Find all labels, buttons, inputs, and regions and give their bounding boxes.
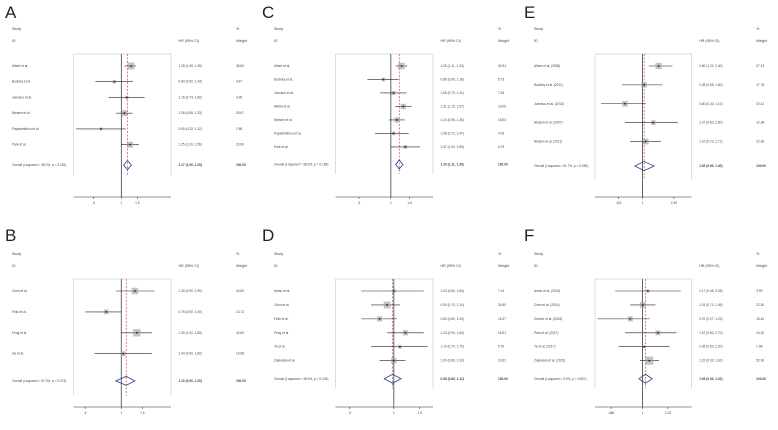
study-label: Joensuu et al. [274,90,294,95]
point-estimate [113,81,115,83]
overall-hr-ci: 1.09 (0.90, 1.33) [699,376,723,381]
overall-weight: 100.00 [498,376,508,381]
study-hr-ci: 1.30 (0.90, 1.90) [178,289,202,293]
x-axis-tick-label: .401 [615,201,622,205]
forest-plot-c-svg [268,20,518,215]
point-estimate [393,290,395,292]
study-label: Aresu et al. [274,289,291,293]
point-estimate [642,304,644,306]
point-estimate [643,84,645,86]
header-id: ID [12,264,16,268]
overall-hr-ci: 1.17 (1.06, 1.29) [178,163,202,168]
study-weight: 19.62 [498,358,506,363]
study-hr-ci: 1.05 (0.55, 1.80) [699,82,723,87]
x-axis-tick-label: 1 [641,201,644,205]
overall-hr-ci: 1.05 (0.80, 1.40) [699,164,723,169]
study-hr-ci: 1.08 (0.88, 1.33) [178,111,202,116]
study-label: Albert et al. (2008) [534,64,561,68]
point-estimate [404,146,406,148]
point-estimate [405,332,407,334]
header-study: Study [274,27,284,31]
study-weight: 16.37 [498,316,506,321]
study-hr-ci: 1.00 (0.60, 1.60) [440,289,464,293]
overall-weight: 100.00 [756,376,766,381]
header-study: Study [12,27,22,31]
study-hr-ci: 1.57 (0.60, 2.70) [699,330,723,335]
point-estimate [402,106,404,108]
study-label: Feng et al. [274,330,290,335]
point-estimate [643,346,645,348]
study-hr-ci: 1.00 (0.80, 1.20) [440,358,464,363]
study-hr-ci: 0.70 (0.27, 1.23) [699,316,723,321]
overall-hr-ci: 0.98 (0.86, 1.12) [440,376,464,381]
point-estimate [399,346,401,348]
study-weight: 35.60 [236,64,244,68]
header-percent: % [756,27,760,31]
study-label: Joensuu et al. (2013) [534,101,564,106]
panel-label-d: D [262,226,275,245]
study-weight: 30.60 [236,289,244,293]
header-percent: % [498,27,502,31]
study-weight: 6.79 [498,144,505,149]
x-axis-tick-label: 1 [389,201,392,205]
study-label: Zalewska et al. [274,358,296,363]
study-label: Park et al. [12,142,27,147]
study-weight: 25.67 [236,111,244,116]
study-label: Ye et al. (2017) [534,344,556,349]
study-weight: 1.98 [756,344,763,349]
study-weight: 20.41 [756,101,765,106]
study-label: Chen et al. (2016) [534,302,560,307]
panel-label-f: F [524,226,535,245]
study-hr-ci: 1.60 (1.20, 2.40) [699,64,723,68]
forest-plot-b-svg [6,245,256,425]
point-estimate [379,318,381,320]
study-weight: 5.73 [498,77,505,82]
study-label: Nielsen et al. [274,117,293,122]
study-weight: 4.95 [236,95,243,100]
study-weight: 12.38 [756,120,765,125]
study-weight: 13.72 [236,309,244,314]
study-hr-ci: 0.75 (0.50, 1.00) [178,309,202,314]
x-axis-tick-label: 2.49 [670,201,678,205]
forest-plot-e-svg [528,20,776,215]
study-hr-ci: 0.85 (0.60, 1.18) [440,77,464,82]
study-weight: 23.90 [236,142,244,147]
point-estimate [657,332,659,334]
point-estimate [629,318,631,320]
x-axis-tick-label: 1 [641,411,644,415]
study-label: Chen et al. [274,302,290,307]
header-weight: Weight [236,264,248,268]
study-hr-ci: 0.84 (0.52, 1.34) [178,79,202,84]
x-axis-tick-label: 1 [392,411,395,415]
point-estimate [652,122,654,124]
study-label: Nielsen et al. (2011) [534,139,563,144]
study-label: Albert et al. [274,64,291,68]
header-study: Study [12,252,22,256]
study-hr-ci: 1.01 (0.70, 1.46) [699,302,723,307]
header-id: ID [274,39,278,43]
study-label: Nielsen et al. (2007) [534,120,563,125]
header-id: ID [12,39,16,43]
study-hr-ci: 1.26 (1.11, 1.43) [440,64,464,68]
forest-plot-a-svg [6,20,256,215]
study-hr-ci: 1.10 (0.70, 1.70) [440,344,464,349]
point-estimate [122,353,124,355]
study-weight: 16.51 [498,330,506,335]
forest-plot-f-svg [528,245,776,425]
study-weight: 4.67 [236,79,243,84]
point-estimate [647,290,649,292]
study-weight: 27.13 [756,64,765,68]
study-label: Albert et al. [12,64,29,68]
overall-weight: 100.00 [498,162,508,167]
overall-hr-ci: 1.20 (1.11, 1.30) [440,162,464,167]
point-estimate [105,311,107,313]
study-hr-ci: 1.04 (0.60, 1.80) [178,351,202,356]
study-hr-ci: 1.37 (1.00, 1.89) [440,144,464,149]
study-label: Papadimitriou et al. [12,126,40,131]
study-weight: 2.58 [236,126,243,131]
x-axis-tick-label: 1.5 [135,201,140,205]
study-weight: 7.63 [498,90,505,95]
study-label: Aresu et al. (2014) [534,289,561,293]
study-label: Felix et al. [12,309,27,314]
header-id: ID [534,39,538,43]
study-hr-ci: 1.37 (0.60, 2.80) [699,120,723,125]
study-hr-ci: 1.25 (1.00, 1.56) [178,142,202,147]
study-label: Park et al. [274,144,289,149]
study-weight: 18.05 [498,104,506,109]
study-hr-ci: 1.20 (0.90, 1.60) [440,330,464,335]
study-weight: 7.14 [498,289,505,293]
point-estimate [382,79,384,81]
point-estimate [123,112,125,114]
header-percent: % [498,252,502,256]
overall-label: Overall (I-squared = 0.0%, p = 0.807) [534,376,587,381]
overall-label: Overall (I-squared = 51.7%, p = 0.082) [534,164,589,169]
point-estimate [393,360,395,362]
x-axis-tick-label: 1.5 [407,201,412,205]
header-id: ID [274,264,278,268]
study-hr-ci: 0.60 (0.32, 1.12) [178,126,202,131]
forest-plot-d-svg [268,245,518,425]
point-estimate [126,97,128,99]
header-study: Study [534,252,544,256]
header-weight: Weight [756,264,768,268]
study-label: Buckley et al. [274,77,293,82]
study-hr-ci: 0.80 (0.60, 1.05) [440,316,464,321]
study-weight: 15.40 [756,316,765,321]
overall-weight: 100.00 [236,163,246,168]
study-label: Nielsen et al. [12,111,31,116]
study-label: Mehta et al. [274,104,291,109]
study-hr-ci: 0.90 (0.70, 1.10) [440,302,464,307]
study-hr-ci: 1.15 (0.73, 1.80) [178,95,202,100]
x-axis-tick-label: .5 [92,201,96,205]
point-estimate [129,144,131,146]
study-label: Zalewska et al. (2015) [534,358,566,363]
point-estimate [401,65,403,67]
point-estimate [648,360,650,362]
point-estimate [624,103,626,105]
study-weight: 5.70 [498,344,505,349]
header-study: Study [534,27,544,31]
header-effect-size: HR (95% CI) [440,264,461,268]
overall-diamond [124,161,132,170]
x-axis-tick-label: .5 [348,411,352,415]
panel-label-e: E [524,3,536,22]
study-label: Joensuu et al. [12,95,32,100]
x-axis-tick-label: .5 [83,411,87,415]
study-weight: 22.30 [756,302,765,307]
study-label: Gómez et al. (2016) [534,316,563,321]
point-estimate [100,128,102,130]
point-estimate [136,332,138,334]
x-axis-tick-label: 1.5 [140,411,145,415]
overall-label: Overall (I-squared = 38.0%, p = 0.138) [274,162,329,167]
overall-label: Overall (I-squared = 57.0%, p = 0.073) [12,378,67,383]
panel-label-a: A [5,3,17,22]
study-weight: 17.78 [756,82,765,87]
study-hr-ci: 1.22 (0.93, 1.62) [699,358,723,363]
header-study: Study [274,252,284,256]
point-estimate [393,92,395,94]
study-weight: 34.60 [498,302,506,307]
study-label: Buckley et al. [12,79,31,84]
study-weight: 42.60 [236,330,244,335]
overall-weight: 100.00 [236,378,246,383]
point-estimate [393,133,395,135]
x-axis-tick-label: 1 [120,201,123,205]
study-hr-ci: 0.60 (0.30, 1.10) [699,101,723,106]
study-hr-ci: 1.06 (0.71, 1.47) [440,131,464,136]
study-weight: 3.99 [756,289,763,293]
overall-label: Overall (I-squared = 48.0%, p = 0.104) [274,376,329,381]
point-estimate [130,65,132,67]
header-effect-size: HR (95% CI) [699,264,720,268]
header-percent: % [756,252,760,256]
header-percent: % [236,252,240,256]
panel-label-c: C [262,3,275,22]
x-axis-tick-label: .466 [607,411,615,415]
overall-label: Overall (I-squared = 38.0%, p = 0.152) [12,163,67,168]
header-weight: Weight [756,39,768,43]
study-hr-ci: 1.28 (1.08, 1.45) [178,64,202,68]
study-label: Buckley et al. (2011) [534,82,563,87]
study-weight: 18.53 [498,117,506,122]
overall-hr-ci: 1.10 (0.90, 1.30) [178,378,202,383]
header-percent: % [236,27,240,31]
study-label: Feng et al. [12,330,28,335]
header-effect-size: HR (95% CI) [178,39,199,43]
study-weight: 22.30 [756,139,765,144]
point-estimate [386,304,388,306]
study-hr-ci: 1.17 (0.45, 3.05) [699,289,723,293]
study-label: Papadimitriou et al. [274,131,302,136]
study-weight: 4.93 [498,131,505,136]
study-hr-ci: 1.06 (0.79, 1.41) [440,90,464,95]
point-estimate [396,119,398,121]
study-hr-ci: 1.10 (0.70, 1.71) [699,139,723,144]
study-weight: 14.20 [756,330,765,335]
study-hr-ci: 1.35 (1.00, 1.80) [178,330,202,335]
header-weight: Weight [236,39,248,43]
study-label: Felix et al. [274,316,289,321]
header-id: ID [534,264,538,268]
study-weight: 13.08 [236,351,244,356]
x-axis-tick-label: .5 [357,201,361,205]
panel-label-b: B [5,226,17,245]
x-axis-tick-label: 2.15 [664,411,672,415]
study-hr-ci: 1.14 (0.96, 1.35) [440,117,464,122]
point-estimate [134,290,136,292]
study-weight: 30.94 [498,64,506,68]
study-label: Park et al. (2017) [534,330,559,335]
study-hr-ci: 1.05 (0.50, 2.20) [699,344,723,349]
header-effect-size: HR (95% CI) [440,39,461,43]
header-weight: Weight [498,39,510,43]
x-axis-tick-label: 1 [120,411,123,415]
study-hr-ci: 1.31 (1.10, 1.57) [440,104,464,109]
overall-weight: 100.00 [756,164,766,169]
header-effect-size: HR (95% CI) [699,39,720,43]
study-label: Chen et al. [12,289,28,293]
study-weight: 52.90 [756,358,765,363]
x-axis-tick-label: 1.5 [417,411,422,415]
study-label: Ge et al. [12,351,25,356]
header-weight: Weight [498,264,510,268]
header-effect-size: HR (95% CI) [178,264,199,268]
point-estimate [645,141,647,143]
point-estimate [658,65,660,67]
study-label: Ye et al. [274,344,286,349]
overall-diamond [116,376,135,385]
